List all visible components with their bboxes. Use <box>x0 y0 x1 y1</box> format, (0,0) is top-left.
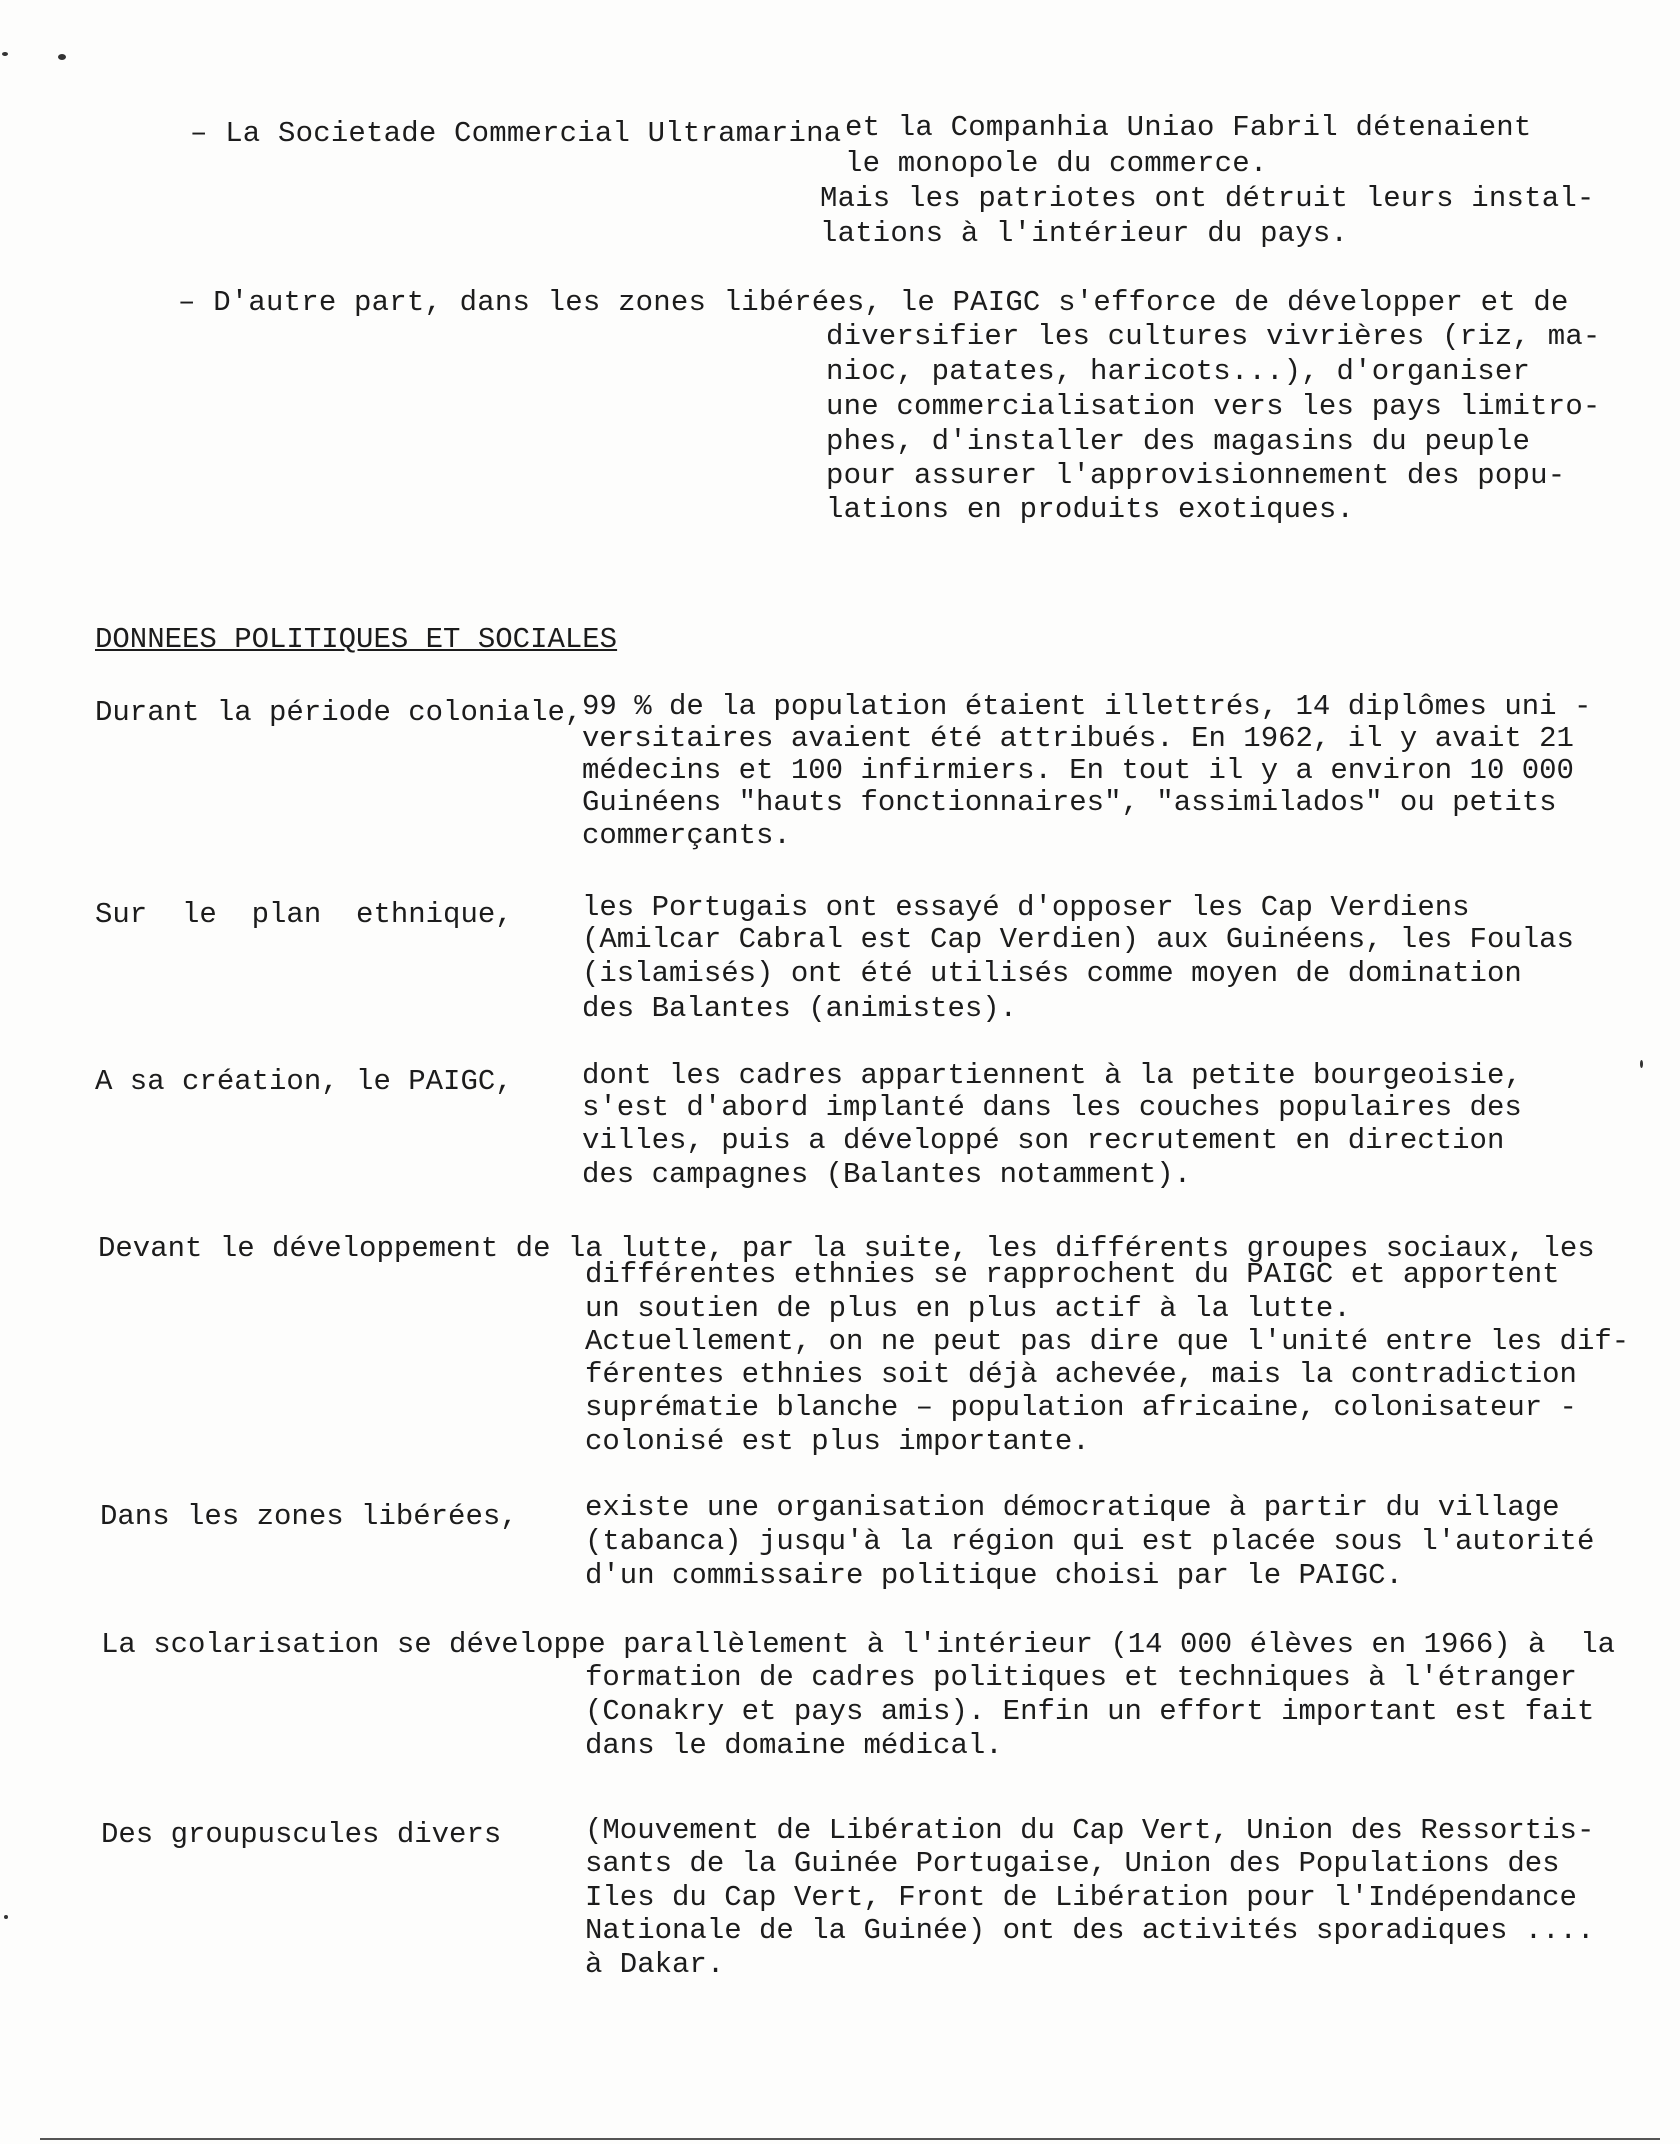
paragraph-line: Guinéens "hauts fonctionnaires", "assimilados" ou petits <box>582 786 1557 819</box>
paragraph-line: sants de la Guinée Portugaise, Union des Populations des <box>585 1847 1560 1880</box>
paragraph-label: La scolarisation se développe parallèlement à l'intérieur (14 000 élèves en 1966) à la <box>101 1628 1616 1661</box>
scan-bottom-edge <box>40 2138 1660 2140</box>
paragraph-line: s'est d'abord implanté dans les couches populaires des <box>582 1091 1522 1124</box>
paragraph-line: formation de cadres politiques et techniques à l'étranger <box>585 1661 1577 1694</box>
paragraph-line: des campagnes (Balantes notamment). <box>582 1158 1192 1191</box>
intro-item-2-label: – D'autre part, dans les zones libérées, le PAIGC s'efforce de développer et de <box>178 286 1569 319</box>
paragraph-label: Sur le plan ethnique, <box>95 898 513 931</box>
paragraph-line: Nationale de la Guinée) ont des activités sporadiques .... <box>585 1914 1595 1947</box>
intro-item-2-line: diversifier les cultures vivrières (riz, ma- <box>826 320 1601 353</box>
paragraph-line: médecins et 100 infirmiers. En tout il y a environ 10 000 <box>582 754 1574 787</box>
paragraph-label: Devant le développement de la lutte, par la suite, les différents groupes sociaux, les <box>98 1232 1595 1265</box>
paragraph-label: Durant la période coloniale, <box>95 696 583 729</box>
paragraph-line: Iles du Cap Vert, Front de Libération pour l'Indépendance <box>585 1881 1577 1914</box>
paragraph-line: Actuellement, on ne peut pas dire que l'unité entre les dif- <box>585 1325 1630 1358</box>
paragraph-line: villes, puis a développé son recrutement en direction <box>582 1124 1505 1157</box>
paragraph-line: les Portugais ont essayé d'opposer les Cap Verdiens <box>582 891 1470 924</box>
paragraph-label: A sa création, le PAIGC, <box>95 1065 513 1098</box>
paragraph-line: (Mouvement de Libération du Cap Vert, Union des Ressortis- <box>585 1814 1595 1847</box>
paragraph-line: différentes ethnies se rapprochent du PAIGC et apportent <box>585 1258 1560 1291</box>
intro-item-1-line: Mais les patriotes ont détruit leurs instal- <box>820 182 1595 215</box>
intro-item-2-line: pour assurer l'approvisionnement des popu- <box>826 459 1566 492</box>
paragraph-line: existe une organisation démocratique à partir du village <box>585 1491 1560 1524</box>
scan-speck <box>1640 1060 1643 1068</box>
paragraph-label: Dans les zones libérées, <box>100 1500 518 1533</box>
paragraph-line: (Conakry et pays amis). Enfin un effort important est fait <box>585 1695 1595 1728</box>
intro-item-1-line: lations à l'intérieur du pays. <box>820 217 1349 250</box>
intro-item-2-line: une commercialisation vers les pays limitro- <box>826 390 1601 423</box>
paragraph-line: (Amilcar Cabral est Cap Verdien) aux Guinéens, les Foulas <box>582 923 1574 956</box>
intro-item-1-label: – La Societade Commercial Ultramarina <box>190 117 842 150</box>
paragraph-line: dont les cadres appartiennent à la petite bourgeoisie, <box>582 1059 1522 1092</box>
scan-speck <box>4 1915 8 1919</box>
paragraph-line: dans le domaine médical. <box>585 1729 1003 1762</box>
paragraph-line: (islamisés) ont été utilisés comme moyen de domination <box>582 957 1522 990</box>
paragraph-line: colonisé est plus importante. <box>585 1425 1090 1458</box>
paragraph-line: férentes ethnies soit déjà achevée, mais la contradiction <box>585 1358 1577 1391</box>
intro-item-1-line: et la Companhia Uniao Fabril détenaient <box>845 111 1532 144</box>
intro-item-2-line: nioc, patates, haricots...), d'organiser <box>826 355 1531 388</box>
paragraph-label: Des groupuscules divers <box>101 1818 502 1851</box>
paragraph-line: versitaires avaient été attribués. En 1962, il y avait 21 <box>582 722 1574 755</box>
paragraph-line: (tabanca) jusqu'à la région qui est placée sous l'autorité <box>585 1525 1595 1558</box>
paragraph-line: commerçants. <box>582 819 791 852</box>
paragraph-line: 99 % de la population étaient illettrés, 14 diplômes uni - <box>582 690 1592 723</box>
paragraph-line: suprématie blanche – population africaine, colonisateur - <box>585 1391 1577 1424</box>
paragraph-line: un soutien de plus en plus actif à la lutte. <box>585 1292 1351 1325</box>
scan-speck <box>2 52 8 56</box>
paragraph-line: des Balantes (animistes). <box>582 992 1018 1025</box>
intro-item-2-line: phes, d'installer des magasins du peuple <box>826 425 1531 458</box>
intro-item-1-line: le monopole du commerce. <box>845 147 1268 180</box>
paragraph-line: à Dakar. <box>585 1948 725 1981</box>
section-heading: DONNEES POLITIQUES ET SOCIALES <box>95 623 618 656</box>
paragraph-line: d'un commissaire politique choisi par le PAIGC. <box>585 1559 1403 1592</box>
scan-speck <box>58 54 66 60</box>
intro-item-2-line: lations en produits exotiques. <box>826 493 1355 526</box>
